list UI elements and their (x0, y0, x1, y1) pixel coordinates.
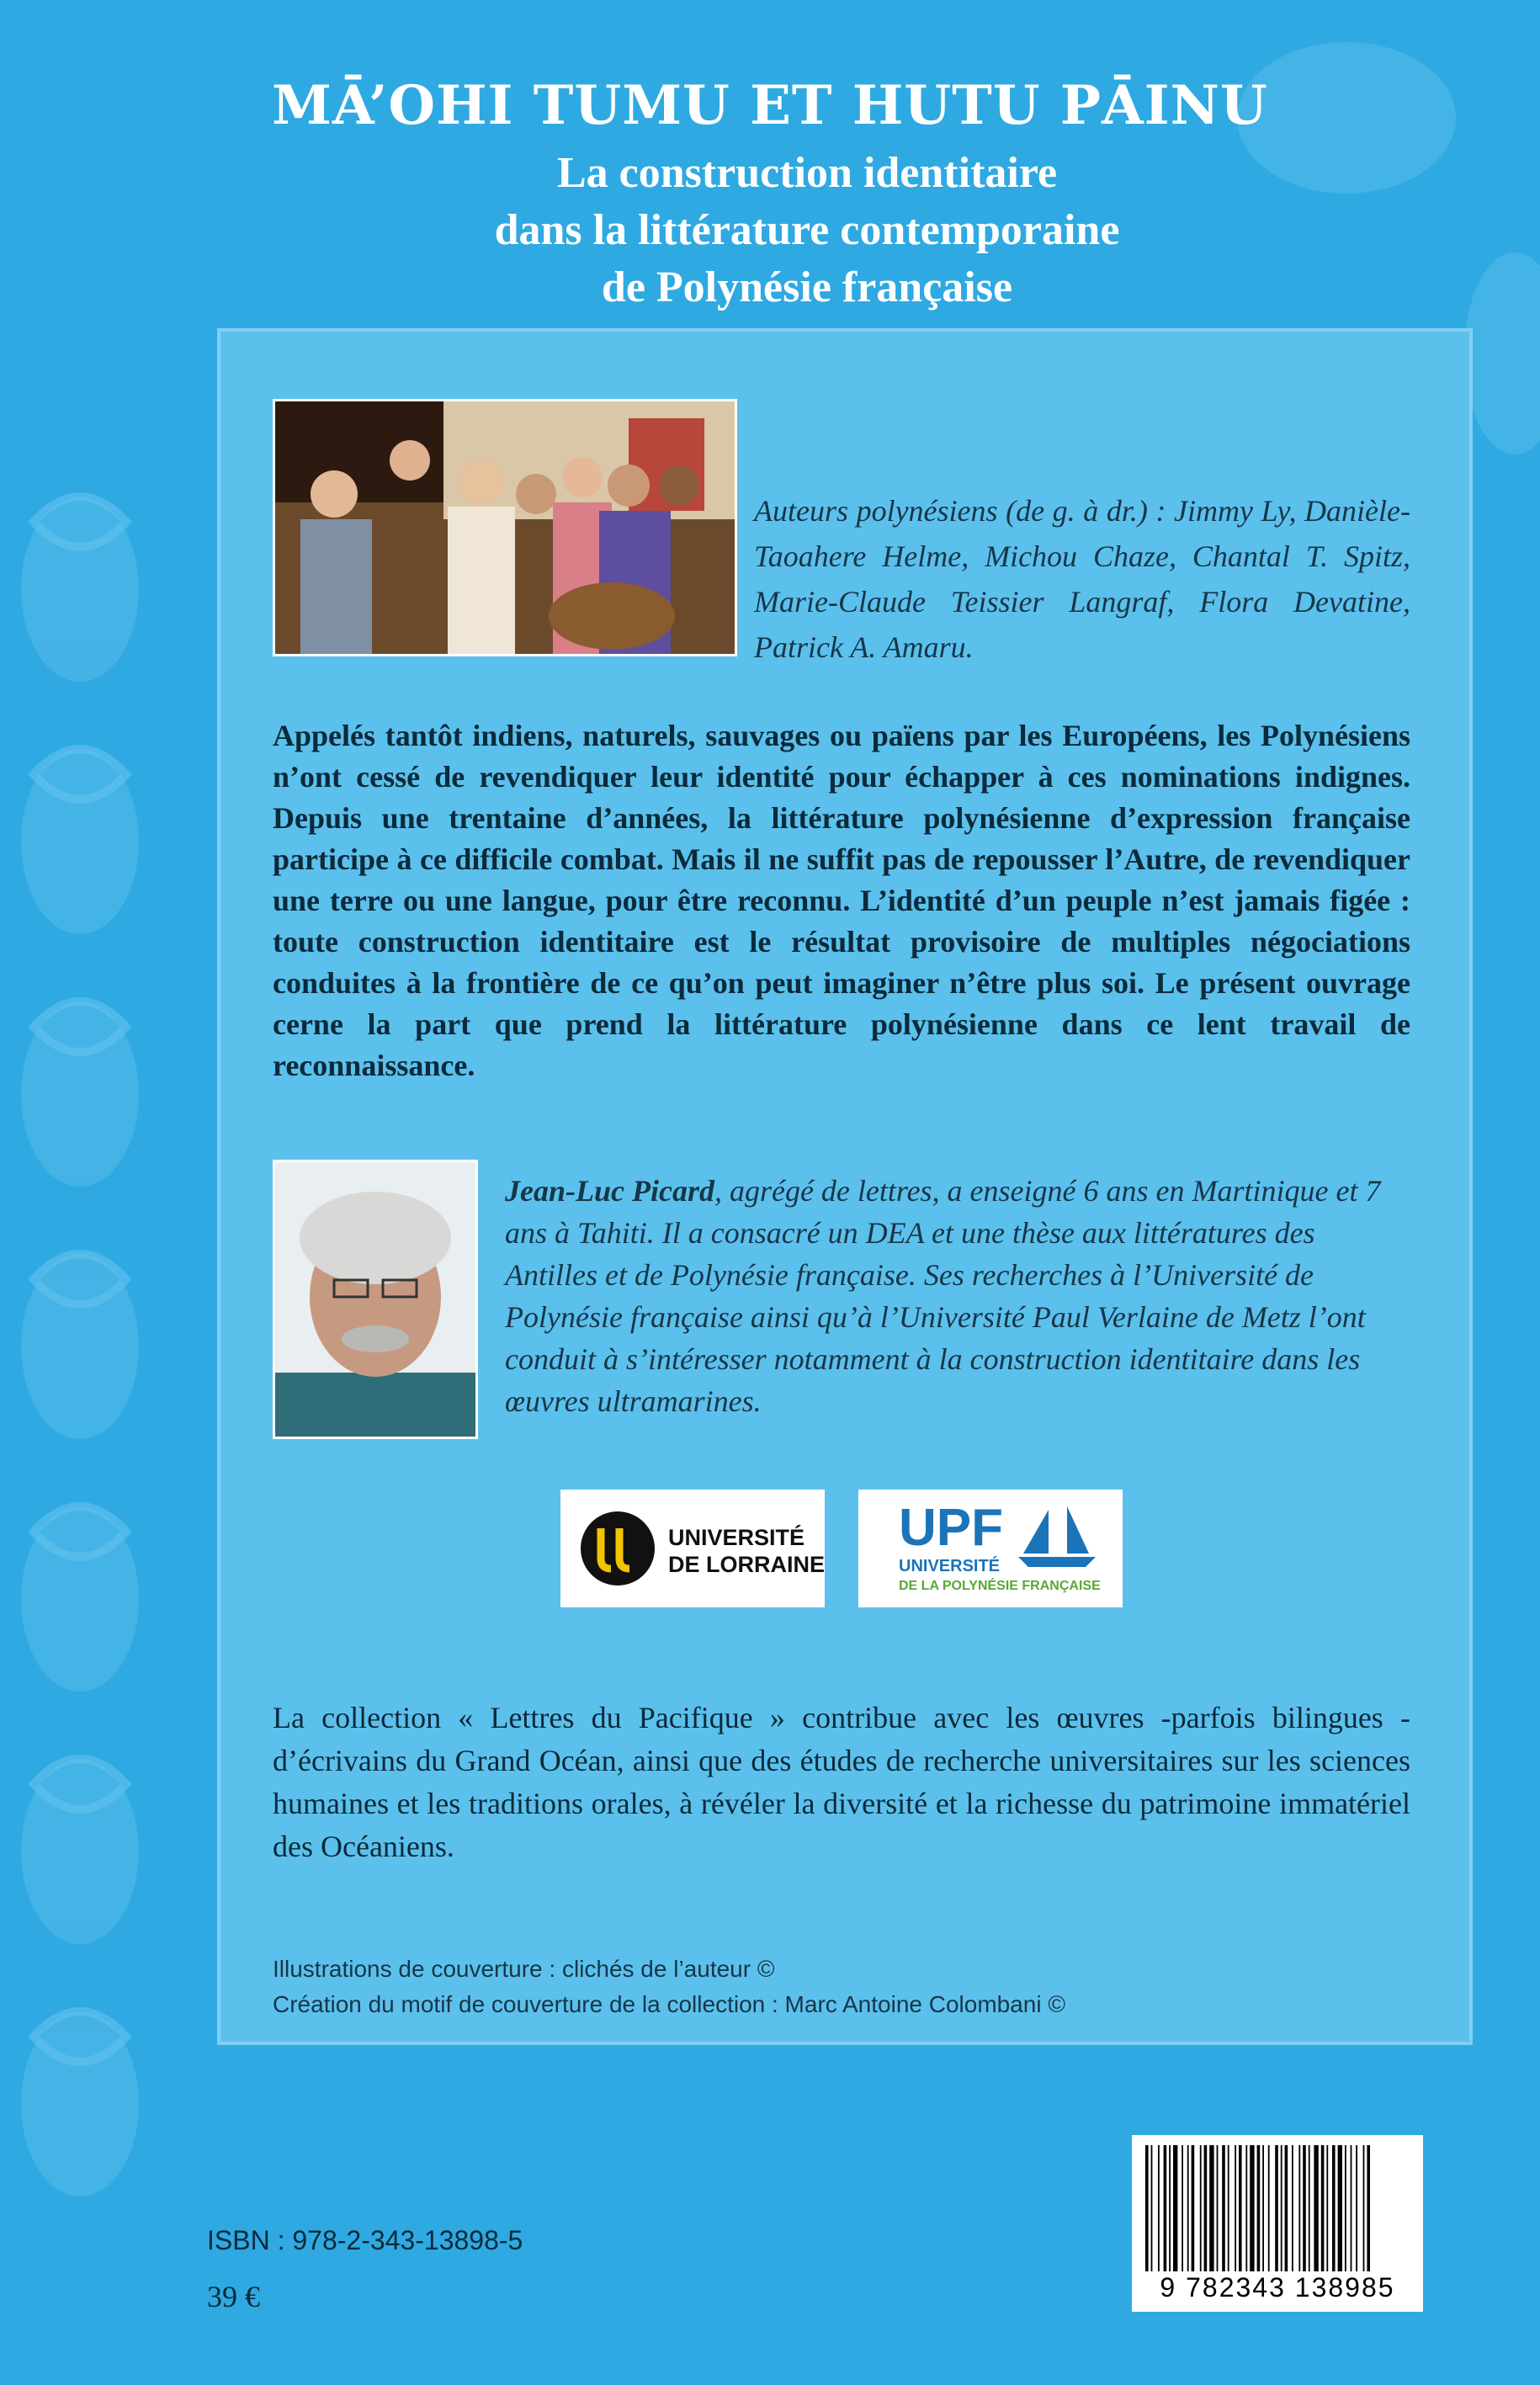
barcode-bar (1314, 2145, 1318, 2271)
barcode-bar (1281, 2145, 1282, 2271)
credits-illustrations: Illustrations de couverture : clichés de l’auteur © (273, 1956, 775, 1982)
photo-caption: Auteurs polynésiens (de g. à dr.) : Jimmy Ly, Danièle-Taoahere Helme, Michou Chaze, Chantal T. Spitz, Marie-Claude Teissier Langraf, Flora Devatine, Patrick A. Amaru. (754, 494, 1410, 664)
isbn: ISBN : 978-2-343-13898-5 (207, 2225, 523, 2255)
price: 39 € (207, 2280, 260, 2313)
author-bio-text: , agrégé de lettres, a enseigné 6 ans en Martinique et 7 ans à Tahiti. Il a consacré un DEA et une thèse aux littératures des Antilles et de Polynésie française. Ses recherches à l’Université de Polynésie française ainsi qu’à l’Université Paul Verlaine de Metz l’ont conduit à s’intéresser notamment à la construction identitaire dans les œuvres ultramarines. (505, 1174, 1381, 1418)
barcode-bar (1187, 2145, 1189, 2271)
barcode-bar (1345, 2145, 1346, 2271)
barcode-bar (1367, 2145, 1370, 2271)
collection-description: La collection « Lettres du Pacifique » contribue avec les œuvres -parfois bilingues - d’écrivains du Grand Océan, ainsi que des études de recherche universitaires sur les sciences humaines et les traditions orales, à révéler la diversité et la richesse du patrimoine immatériel des Océaniens. (273, 1701, 1410, 1863)
barcode-bar (1298, 2145, 1300, 2271)
barcode-bar (1250, 2145, 1254, 2271)
barcode-bar (1292, 2145, 1293, 2271)
barcode-bar (1217, 2145, 1219, 2271)
subtitle-line-1: La construction identitaire (556, 149, 1058, 197)
barcode-bar (1321, 2145, 1325, 2271)
barcode-number: 9 782343 138985 (1160, 2272, 1395, 2303)
barcode-bar (1158, 2145, 1160, 2271)
barcode-bars (1145, 2145, 1410, 2271)
barcode-bar (1332, 2145, 1336, 2271)
canoe-icon (1015, 1503, 1099, 1574)
barcode-bar (1204, 2145, 1208, 2271)
author-bio (505, 1170, 1410, 1422)
upf-acronym: UPF (899, 1499, 1003, 1557)
barcode-bar (1145, 2145, 1149, 2271)
subtitle-line-3: de Polynésie française (601, 263, 1013, 311)
barcode-bar (1303, 2145, 1306, 2271)
barcode (1132, 2135, 1423, 2312)
book-title: MĀ’OHI TUMU ET HUTU PĀINU (272, 74, 1268, 137)
barcode-bar (1363, 2145, 1365, 2271)
barcode-bar (1169, 2145, 1171, 2271)
authors-group-photo (273, 399, 737, 656)
upf-line-2: DE LA POLYNÉSIE FRANÇAISE (899, 1579, 1101, 1593)
subtitle-line-2: dans la littérature contemporaine (494, 206, 1120, 254)
barcode-bar (1235, 2145, 1236, 2271)
barcode-bar (1245, 2145, 1247, 2271)
barcode-bar (1285, 2145, 1288, 2271)
lorraine-mark-icon (579, 1510, 656, 1587)
credits-motif: Création du motif de couverture de la collection : Marc Antoine Colombani © (273, 1991, 1066, 2017)
barcode-bar (1182, 2145, 1183, 2271)
barcode-bar (1164, 2145, 1167, 2271)
barcode-bar (1222, 2145, 1225, 2271)
lorraine-line-1: UNIVERSITÉ (668, 1525, 805, 1550)
barcode-bar (1257, 2145, 1261, 2271)
barcode-bar (1338, 2145, 1342, 2271)
lorraine-line-2: DE LORRAINE (668, 1552, 826, 1577)
universite-de-lorraine-logo (560, 1490, 825, 1607)
barcode-bar (1192, 2145, 1195, 2271)
barcode-bar (1356, 2145, 1357, 2271)
author-portrait (273, 1160, 478, 1439)
barcode-bar (1200, 2145, 1202, 2271)
barcode-bar (1209, 2145, 1213, 2271)
barcode-bar (1262, 2145, 1264, 2271)
book-summary: Appelés tantôt indiens, naturels, sauvages ou païens par les Européens, les Polynésiens n’ont cessé de revendiquer leur identité pour échapper à ces nominations indignes. Depuis une trentaine d’années, la littérature polynésienne d’expression française participe à ce difficile combat. Mais il ne suffit pas de repousser l’Autre, de revendiquer une terre ou une langue, pour être reconnu. L’identité d’un peuple n’est jamais figée : toute construction identitaire est le résultat provisoire de multiples négociations conduites à la frontière de ce qu’on peut imaginer n’être plus soi. Le présent ouvrage cerne la part que prend la littérature polynésienne dans ce lent travail de reconnaissance. (273, 719, 1410, 1082)
barcode-bar (1309, 2145, 1310, 2271)
barcode-bar (1173, 2145, 1177, 2271)
barcode-bar (1151, 2145, 1153, 2271)
barcode-bar (1228, 2145, 1229, 2271)
upf-line-1: UNIVERSITÉ (899, 1557, 1001, 1575)
barcode-bar (1239, 2145, 1242, 2271)
upf-logo (858, 1490, 1123, 1607)
barcode-bar (1275, 2145, 1278, 2271)
barcode-bar (1351, 2145, 1352, 2271)
barcode-bar (1268, 2145, 1270, 2271)
author-name: Jean-Luc Picard (505, 1174, 714, 1208)
barcode-bar (1326, 2145, 1328, 2271)
